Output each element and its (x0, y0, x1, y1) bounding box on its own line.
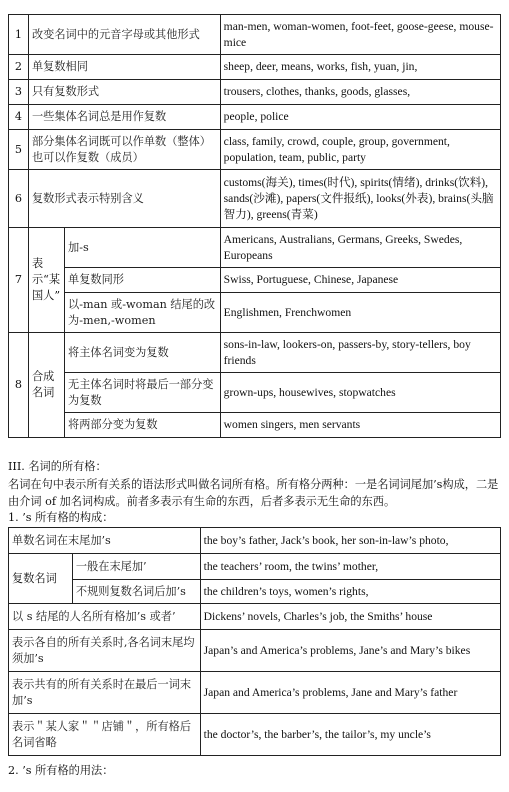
section-paragraph: 名词在句中表示所有关系的语法形式叫做名词所有格。所有格分两种：一是名词词尾加’s构成，二是由介词 of 加名词构成。前者多表示有生命的东西，后者多表示无生命的东西。 (8, 478, 499, 508)
rule-examples: people, police (220, 105, 500, 130)
rule-description: 一些集体名词总是用作复数 (28, 105, 220, 130)
rule-description: 一般在末尾加’ (72, 554, 200, 580)
table-row (9, 333, 501, 373)
possessive-forms-table (8, 527, 501, 756)
rule-examples: the doctor’s, the barber’s, the tailor’s, my uncle’s (200, 714, 500, 756)
rule-description: 以 s 结尾的人名所有格加’s 或者’ (9, 604, 201, 630)
row-number: 1 (9, 15, 29, 55)
plural-forms-table (8, 14, 501, 438)
row-number: 6 (9, 170, 29, 228)
subsection-heading: 2. ’s 所有格的用法： (8, 764, 114, 777)
rule-examples: the teachers’ room, the twins’ mother, (200, 554, 500, 580)
table-row (9, 714, 501, 756)
rule-description: 将两部分变为复数 (65, 413, 221, 438)
table-row (9, 672, 501, 714)
rule-description: 不规则复数名词后加’s (72, 580, 200, 604)
rule-description: 改变名词中的元音字母或其他形式 (28, 15, 220, 55)
table-row (9, 228, 501, 268)
rule-description: 单复数同形 (65, 268, 221, 293)
rule-examples: Englishmen, Frenchwomen (220, 293, 500, 333)
rule-description: 只有复数形式 (28, 80, 220, 105)
rule-examples: sheep, deer, means, works, fish, yuan, jin, (220, 55, 500, 80)
table-row (9, 170, 501, 228)
row-number: 3 (9, 80, 29, 105)
rule-examples: Japan’s and America’s problems, Jane’s and Mary’s bikes (200, 630, 500, 672)
rule-description: 加-s (65, 228, 221, 268)
row-number: 7 (9, 228, 29, 333)
table-row (9, 373, 501, 413)
rule-description: 表示各自的所有关系时,各名词末尾均须加’s (9, 630, 201, 672)
rule-category: 复数名词 (9, 554, 73, 604)
row-number: 8 (9, 333, 29, 438)
rule-examples: Swiss, Portuguese, Chinese, Japanese (220, 268, 500, 293)
table-row (9, 15, 501, 55)
rule-description: 以-man 或-woman 结尾的改为-men,-women (65, 293, 221, 333)
table-row (9, 80, 501, 105)
rule-category: 合成名词 (28, 333, 64, 438)
row-number: 5 (9, 130, 29, 170)
subsection-heading: 1. ’s 所有格的构成： (8, 511, 114, 524)
rule-description: 将主体名词变为复数 (65, 333, 221, 373)
rule-examples: customs(海关), times(时代), spirits(情绪), drinks(饮料), sands(沙滩), papers(文件报纸), looks(外表), brains(头脑智力), greens(青菜) (220, 170, 500, 228)
rule-examples: Americans, Australians, Germans, Greeks, Swedes, Europeans (220, 228, 500, 268)
rule-description: 表示共有的所有关系时在最后一词末加’s (9, 672, 201, 714)
rule-examples: man-men, woman-women, foot-feet, goose-geese, mouse-mice (220, 15, 500, 55)
rule-examples: trousers, clothes, thanks, goods, glasses, (220, 80, 500, 105)
table-row (9, 580, 501, 604)
table-row (9, 554, 501, 580)
table-row (9, 268, 501, 293)
row-number: 2 (9, 55, 29, 80)
rule-description: 单数名词在末尾加’s (9, 528, 201, 554)
rule-examples: the boy’s father, Jack’s book, her son-in-law’s photo, (200, 528, 500, 554)
table-row (9, 105, 501, 130)
table-row (9, 528, 501, 554)
rule-examples: grown-ups, housewives, stopwatches (220, 373, 500, 413)
rule-description: 单复数相同 (28, 55, 220, 80)
section-heading: III. 名词的所有格： (8, 460, 107, 473)
rule-examples: class, family, crowd, couple, group, government, population, team, public, party (220, 130, 500, 170)
rule-examples: the children’s toys, women’s rights, (200, 580, 500, 604)
rule-examples: Japan and America’s problems, Jane and Mary’s father (200, 672, 500, 714)
rule-description: 表示＂某人家＂＂店铺＂，所有格后名词省略 (9, 714, 201, 756)
row-number: 4 (9, 105, 29, 130)
rule-description: 无主体名词时将最后一部分变为复数 (65, 373, 221, 413)
table-row (9, 130, 501, 170)
rule-category: 表示“某国人” (28, 228, 64, 333)
table-row (9, 604, 501, 630)
table-row (9, 55, 501, 80)
rule-examples: women singers, men servants (220, 413, 500, 438)
table-row (9, 630, 501, 672)
table-row (9, 293, 501, 333)
table-row (9, 413, 501, 438)
rule-description: 部分集体名词既可以作单数（整体）也可以作复数（成员） (28, 130, 220, 170)
rule-description: 复数形式表示特别含义 (28, 170, 220, 228)
rule-examples: sons-in-law, lookers-on, passers-by, story-tellers, boy friends (220, 333, 500, 373)
rule-examples: Dickens’ novels, Charles’s job, the Smiths’ house (200, 604, 500, 630)
